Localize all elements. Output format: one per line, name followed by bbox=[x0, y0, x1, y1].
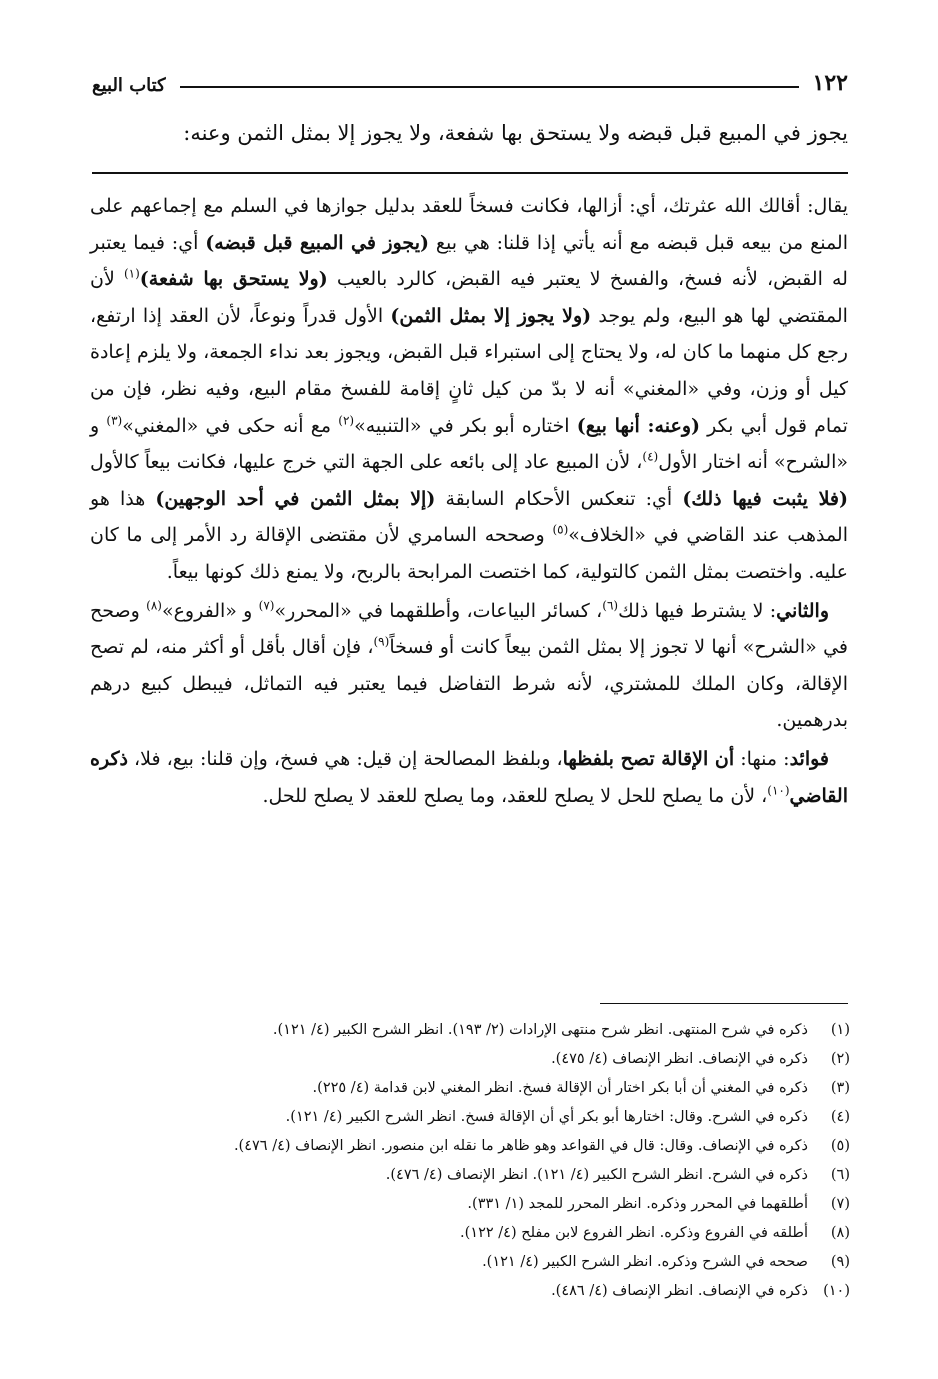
footnote-text: ذكره في شرح المنتهى. انظر شرح منتهى الإرادات (٢/ ١٩٣). انظر الشرح الكبير (٤/ ١٢١). bbox=[272, 1022, 808, 1038]
footnote-text: ذكره في المغني أن أبا بكر اختار أن الإقالة فسخ. انظر المغني لابن قدامة (٤/ ٢٢٥). bbox=[312, 1080, 808, 1096]
footnote-ref[interactable]: (٤) bbox=[642, 449, 659, 464]
footnote-number: (١) bbox=[830, 1022, 850, 1038]
footnote-number: (٤) bbox=[830, 1109, 850, 1125]
footnote-item bbox=[90, 1074, 850, 1103]
footnote-text: ذكره في الشرح. انظر الشرح الكبير (٤/ ١٢١). انظر الإنصاف (٤/ ٤٧٦). bbox=[385, 1167, 808, 1183]
footnote-number: (٢) bbox=[830, 1051, 850, 1067]
footnote-ref[interactable]: (١٠) bbox=[767, 783, 790, 798]
footnote-ref[interactable]: (٢) bbox=[338, 413, 355, 428]
footnote-ref[interactable]: (٩) bbox=[373, 634, 390, 649]
commentary-paragraph-2: والثاني: لا يشترط فيها ذلك$^{(٦)}$، كسائر البياعات، وأطلقهما في «المحرر»$^{(٧)}$ و «الفروع»$^{(٨)}$ وصحح في «الشرح» أنها لا تجوز إلا بمثل الثمن بيعاً كانت أو فسخاً$^{(٩)}$، فإن أقال بأقل أو أكثر منه، لم تصح الإقالة، وكان الملك للمشتري، لأنه شرط التفاضل فيما يعتبر فيه التماثل، فيبطل كبيع درهم بدرهمين. bbox=[90, 598, 848, 732]
matn-text: يجوز في المبيع قبل قبضه ولا يستحق بها شفعة، ولا يجوز إلا بمثل الثمن وعنه: bbox=[183, 121, 848, 145]
footnote-item bbox=[90, 1103, 850, 1132]
footnote-item bbox=[90, 1161, 850, 1190]
matn-divider bbox=[92, 172, 848, 174]
footnote-text: أطلقه في الفروع وذكره. انظر الفروع لابن مفلح (٤/ ١٢٢). bbox=[460, 1225, 808, 1241]
footnote-number: (٧) bbox=[830, 1196, 850, 1212]
running-header bbox=[92, 62, 848, 96]
footnote-number: (٣) bbox=[830, 1080, 850, 1096]
footnote-number: (٨) bbox=[830, 1225, 850, 1241]
header-rule bbox=[180, 86, 799, 88]
commentary bbox=[90, 188, 848, 814]
footnote-ref[interactable]: (١) bbox=[123, 266, 140, 281]
footnote-item bbox=[90, 1219, 850, 1248]
running-title: كتاب البيع bbox=[92, 75, 166, 96]
footnote-item bbox=[90, 1190, 850, 1219]
footnote-text: ذكره في الإنصاف. انظر الإنصاف (٤/ ٤٧٥). bbox=[551, 1051, 808, 1067]
footnote-text: ذكره في الإنصاف. وقال: قال في القواعد وهو ظاهر ما نقله ابن منصور. انظر الإنصاف (٤/ ٤٧٦). bbox=[233, 1138, 808, 1154]
page-number: ١٢٢ bbox=[812, 70, 848, 96]
footnote-item bbox=[90, 1132, 850, 1161]
footnote-divider bbox=[600, 1003, 848, 1004]
footnote-item bbox=[90, 1248, 850, 1277]
commentary-paragraph-1: يقال: أقالك الله عثرتك، أي: أزالها، فكانت فسخاً للعقد بدليل جوازها في السلم مع إجماعهم على المنع من بيعه قبل قبضه مع أنه يأتي إذا قلنا: هي بيع (يجوز في المبيع قبل قبضه) أي: فيما يعتبر له القبض، لأنه فسخ، والفسخ لا يعتبر فيه القبض، كالرد بالعيب (ولا يستحق بها شفعة)$^{(١)}$ لأن المقتضي لها هو البيع، ولم يوجد (ولا يجوز إلا بمثل الثمن) الأول قدراً ونوعاً، لأن العقد إذا ارتفع، رجع كل منهما ما كان له، ولا يحتاج إلى استبراء قبل القبض، ويجوز بعد نداء الجمعة، ولا يلزم إعادة كيل أو وزن، وفي «المغني» أنه لا بدّ من كيل ثانٍ إقامة للفسخ مقام البيع، وفيه نظر، فإن من تمام قول أبي بكر (وعنه: أنها بيع) اختاره أبو بكر في «التنبيه»$^{(٢)}$ مع أنه حكى في «المغني»$^{(٣)}$ و «الشرح» أنه اختار الأول$^{(٤)}$، لأن المبيع عاد إلى بائعه على الجهة التي خرج عليها، فكانت بيعاً كالأول (فلا يثبت فيها ذلك) أي: تنعكس الأحكام السابقة (إلا بمثل الثمن في أحد الوجهين) هذا هو المذهب عند القاضي في «الخلاف»$^{(٥)}$ وصححه السامري لأن مقتضى الإقالة رد الأمر إلى ما كان عليه. واختصت بمثل الثمن كالتولية، كما اختصت المرابحة بالربح، ولا يمنع ذلك كونها بيعاً. bbox=[90, 195, 849, 583]
footnotes bbox=[90, 1016, 850, 1306]
footnote-item bbox=[90, 1045, 850, 1074]
commentary-paragraph-3: فوائد: منها: أن الإقالة تصح بلفظها، وبلفظ المصالحة إن قيل: هي فسخ، وإن قلنا: بيع، فلا، ذكره القاضي$^{(١٠)}$، لأن ما يصلح للحل لا يصلح للعقد، وما يصلح للعقد لا يصلح للحل. bbox=[90, 747, 848, 807]
footnote-text: صححه في الشرح وذكره. انظر الشرح الكبير (٤/ ١٢١). bbox=[482, 1254, 808, 1270]
footnote-text: ذكره في الإنصاف. انظر الإنصاف (٤/ ٤٨٦). bbox=[551, 1283, 808, 1299]
footnote-text: أطلقهما في المحرر وذكره. انظر المحرر للمجد (١/ ٣٣١). bbox=[467, 1196, 808, 1212]
footnote-number: (٩) bbox=[830, 1254, 850, 1270]
footnote-number: (٥) bbox=[830, 1138, 850, 1154]
footnote-number: (٦) bbox=[830, 1167, 850, 1183]
footnote-item bbox=[90, 1277, 850, 1306]
footnote-number: (١٠) bbox=[823, 1283, 850, 1299]
footnote-ref[interactable]: (٥) bbox=[552, 523, 569, 538]
footnote-item bbox=[90, 1016, 850, 1045]
footnote-ref[interactable]: (٦) bbox=[602, 598, 619, 613]
footnote-ref[interactable]: (٨) bbox=[146, 598, 162, 613]
footnote-ref[interactable]: (٣) bbox=[106, 413, 123, 428]
footnote-text: ذكره في الشرح. وقال: اختارها أبو بكر أي أن الإقالة فسخ. انظر الشرح الكبير (٤/ ١٢١). bbox=[285, 1109, 808, 1125]
footnote-ref[interactable]: (٧) bbox=[258, 598, 275, 613]
